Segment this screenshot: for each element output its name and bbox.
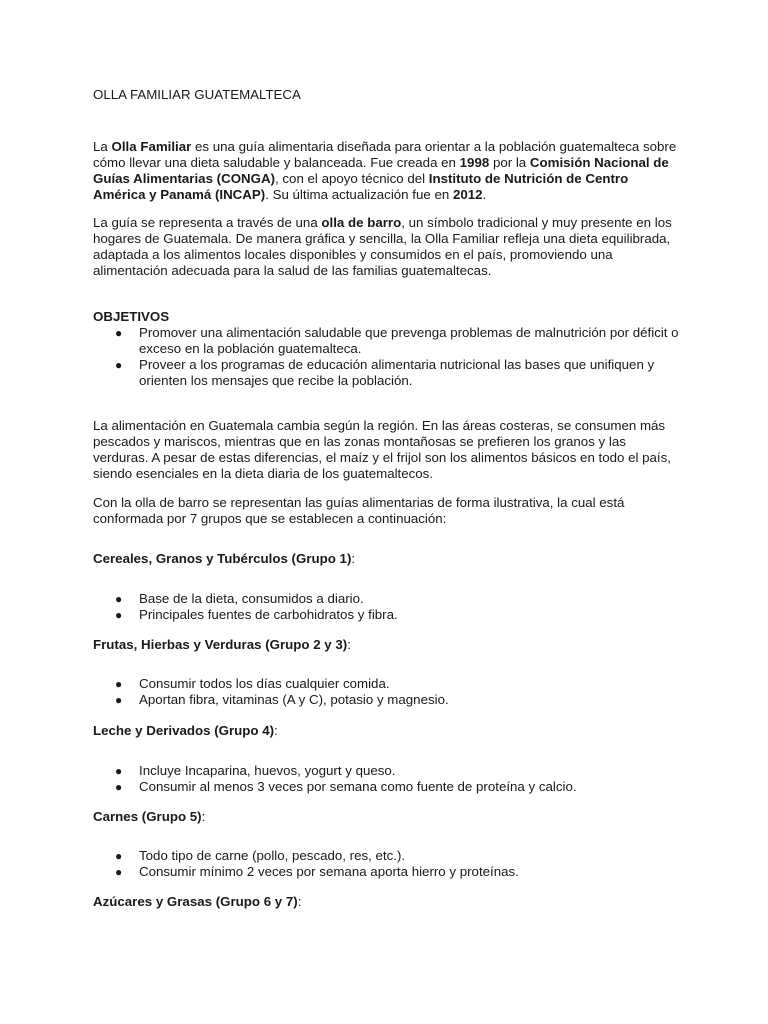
list-item bbox=[93, 779, 683, 795]
intro-text-6: . bbox=[482, 187, 487, 202]
group-item-text: Todo tipo de carne (pollo, pescado, res, etc.). bbox=[139, 848, 406, 863]
bullet-icon: ● bbox=[115, 358, 123, 372]
representation-text-1: La guía se representa a través de una bbox=[93, 215, 322, 230]
intro-bold-year-created: 1998 bbox=[459, 155, 490, 170]
group-heading-suffix: : bbox=[274, 723, 278, 738]
group-heading-leche bbox=[93, 723, 683, 739]
list-item bbox=[93, 864, 683, 880]
group-item-text: Incluye Incaparina, huevos, yogurt y queso. bbox=[139, 763, 396, 778]
groups-intro-paragraph: Con la olla de barro se representan las guías alimentarias de forma ilustrativa, la cual está conformada por 7 grupos que se establecen a continuación: bbox=[93, 495, 625, 526]
representation-text-2: , un símbolo tradicional y muy presente en los hogares de Guatemala. De manera gráfica y sencilla, la Olla Familiar refleja una dieta equilibrada, adaptada a los alimentos locales disponibles y consumidos en el país, promoviendo una alimentación adecuada para la salud de las familias guatemaltecas. bbox=[93, 215, 672, 278]
group-list-leche bbox=[93, 763, 683, 795]
bullet-icon: ● bbox=[115, 780, 123, 794]
objectives-list bbox=[93, 325, 683, 389]
intro-text-5: . Su última actualización fue en bbox=[265, 187, 453, 202]
group-item-text: Consumir al menos 3 veces por semana como fuente de proteína y calcio. bbox=[139, 779, 577, 794]
group-heading-azucares bbox=[93, 894, 683, 910]
group-heading-text: Carnes (Grupo 5) bbox=[93, 809, 202, 824]
list-item bbox=[93, 325, 683, 357]
group-item-text: Principales fuentes de carbohidratos y fibra. bbox=[139, 607, 398, 622]
list-item bbox=[93, 591, 683, 607]
objective-text: Proveer a los programas de educación alimentaria nutricional las bases que unifiquen y orienten los mensajes que recibe la población. bbox=[139, 357, 655, 388]
objectives-heading: OBJETIVOS bbox=[93, 309, 170, 324]
document-page bbox=[93, 86, 683, 910]
intro-text-1: La bbox=[93, 139, 112, 154]
bullet-icon: ● bbox=[115, 865, 123, 879]
group-heading-frutas bbox=[93, 637, 683, 653]
group-list-carnes bbox=[93, 848, 683, 880]
bullet-icon: ● bbox=[115, 326, 123, 340]
list-item bbox=[93, 692, 683, 708]
regions-paragraph: La alimentación en Guatemala cambia según la región. En las áreas costeras, se consumen más pescados y mariscos, mientras que en las zonas montañosas se prefieren los granos y las verduras. A pesar de estas diferencias, el maíz y el frijol son los alimentos básicos en todo el país, siendo esenciales en la dieta diaria de los guatemaltecos. bbox=[93, 418, 671, 481]
group-heading-cereales bbox=[93, 551, 683, 567]
group-heading-suffix: : bbox=[351, 551, 356, 566]
bullet-icon: ● bbox=[115, 693, 123, 707]
group-list-frutas bbox=[93, 676, 683, 708]
group-heading-suffix: : bbox=[297, 894, 302, 909]
representation-paragraph bbox=[93, 215, 683, 279]
group-item-text: Aportan fibra, vitaminas (A y C), potasio y magnesio. bbox=[139, 692, 449, 707]
bullet-icon: ● bbox=[115, 592, 123, 606]
objective-text: Promover una alimentación saludable que prevenga problemas de malnutrición por déficit o exceso en la población guatemalteca. bbox=[139, 325, 679, 356]
group-heading-text: Frutas, Hierbas y Verduras (Grupo 2 y 3) bbox=[93, 637, 348, 652]
intro-text-4: , con el apoyo técnico del bbox=[275, 171, 429, 186]
list-item bbox=[93, 848, 683, 864]
group-list-cereales bbox=[93, 591, 683, 623]
group-heading-text: Cereales, Granos y Tubérculos (Grupo 1) bbox=[93, 551, 352, 566]
representation-bold-olla-de-barro: olla de barro bbox=[321, 215, 402, 230]
intro-bold-year-updated: 2012 bbox=[452, 187, 483, 202]
list-item bbox=[93, 357, 683, 389]
intro-text-3: por la bbox=[489, 155, 530, 170]
list-item bbox=[93, 607, 683, 623]
group-item-text: Base de la dieta, consumidos a diario. bbox=[139, 591, 364, 606]
document-title: OLLA FAMILIAR GUATEMALTECA bbox=[93, 87, 301, 102]
group-heading-suffix: : bbox=[201, 809, 206, 824]
group-item-text: Consumir mínimo 2 veces por semana aporta hierro y proteínas. bbox=[139, 864, 519, 879]
intro-bold-conga: Comisión Nacional de Guías Alimentarias (CONGA) bbox=[93, 155, 669, 186]
list-item bbox=[93, 676, 683, 692]
group-heading-suffix: : bbox=[347, 637, 351, 652]
bullet-icon: ● bbox=[115, 764, 123, 778]
bullet-icon: ● bbox=[115, 849, 123, 863]
intro-bold-incap: Instituto de Nutrición de Centro América y Panamá (INCAP) bbox=[93, 171, 629, 202]
intro-text-2: es una guía alimentaria diseñada para orientar a la población guatemalteca sobre cómo llevar una dieta saludable y balanceada. Fue creada en bbox=[93, 139, 677, 170]
group-heading-carnes bbox=[93, 809, 683, 825]
intro-bold-olla-familiar: Olla Familiar bbox=[111, 139, 192, 154]
bullet-icon: ● bbox=[115, 608, 123, 622]
group-item-text: Consumir todos los días cualquier comida. bbox=[139, 676, 390, 691]
intro-paragraph bbox=[93, 139, 683, 203]
list-item bbox=[93, 763, 683, 779]
bullet-icon: ● bbox=[115, 677, 123, 691]
group-heading-text: Azúcares y Grasas (Grupo 6 y 7) bbox=[93, 894, 298, 909]
group-heading-text: Leche y Derivados (Grupo 4) bbox=[93, 723, 275, 738]
